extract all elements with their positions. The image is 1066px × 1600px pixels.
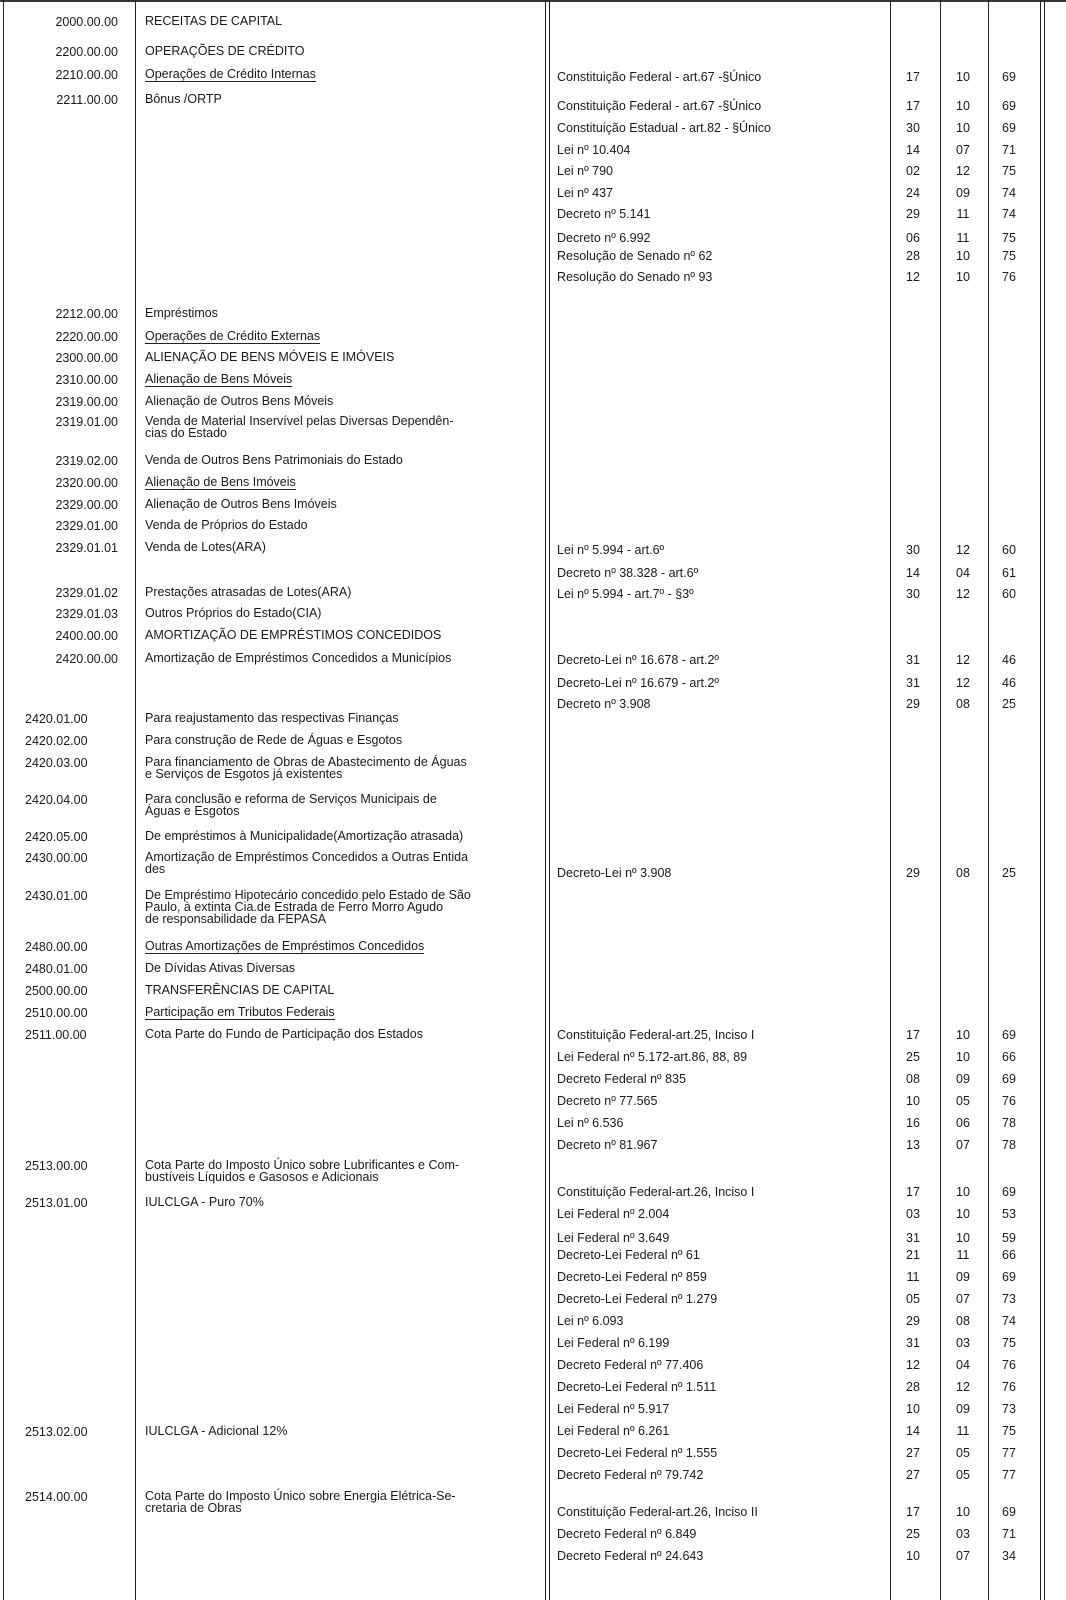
date-year: 25 bbox=[1002, 697, 1016, 711]
account-description bbox=[145, 498, 540, 510]
account-code: 2513.02.00 bbox=[25, 1425, 88, 1439]
date-year: 34 bbox=[1002, 1549, 1016, 1563]
date-year: 78 bbox=[1002, 1138, 1016, 1152]
date-day: 28 bbox=[906, 249, 920, 263]
account-description bbox=[145, 93, 540, 105]
legal-reference: Lei nº 5.994 - art.6º bbox=[557, 543, 665, 557]
date-day: 13 bbox=[906, 1138, 920, 1152]
date-month: 09 bbox=[956, 186, 970, 200]
date-year: 69 bbox=[1002, 70, 1016, 84]
date-day: 30 bbox=[906, 587, 920, 601]
account-description-text: De empréstimos à Municipalidade(Amortização atrasada) bbox=[145, 829, 464, 843]
date-day: 12 bbox=[906, 1358, 920, 1372]
account-description-text: AMORTIZAÇÃO DE EMPRÉSTIMOS CONCEDIDOS bbox=[145, 628, 442, 642]
account-description-text: Venda de Próprios do Estado bbox=[145, 518, 308, 532]
account-code: 2319.00.00 bbox=[55, 395, 118, 409]
date-day: 14 bbox=[906, 143, 920, 157]
date-day: 29 bbox=[906, 1314, 920, 1328]
account-description-text: Outras Amortizações de Empréstimos Concedidos bbox=[145, 939, 425, 953]
date-day: 17 bbox=[906, 1028, 920, 1042]
legal-reference: Lei nº 790 bbox=[557, 164, 613, 178]
date-year: 75 bbox=[1002, 231, 1016, 245]
date-year: 53 bbox=[1002, 1207, 1016, 1221]
account-description bbox=[145, 607, 540, 619]
legal-reference: Decreto Federal nº 835 bbox=[557, 1072, 686, 1086]
account-code: 2211.00.00 bbox=[56, 93, 118, 107]
legal-reference: Constituição Federal-art.26, Inciso I bbox=[557, 1185, 755, 1199]
right-border bbox=[1040, 0, 1041, 1600]
date-year: 73 bbox=[1002, 1292, 1016, 1306]
account-description-text: Para construção de Rede de Águas e Esgotos bbox=[145, 733, 403, 747]
account-description bbox=[145, 984, 540, 996]
date-day: 17 bbox=[906, 1505, 920, 1519]
account-description bbox=[145, 454, 540, 466]
date-year: 69 bbox=[1002, 99, 1016, 113]
account-code: 2212.00.00 bbox=[55, 307, 118, 321]
date-year: 75 bbox=[1002, 164, 1016, 178]
date-month: 10 bbox=[956, 1185, 970, 1199]
legal-reference: Constituição Federal - art.67 -§Único bbox=[557, 99, 762, 113]
date-month: 10 bbox=[956, 270, 970, 284]
account-description bbox=[145, 519, 540, 531]
date-month: 11 bbox=[956, 1248, 970, 1262]
account-description-text: TRANSFERÊNCIAS DE CAPITAL bbox=[145, 983, 335, 997]
account-code: 2210.00.00 bbox=[55, 68, 118, 82]
date-month: 12 bbox=[956, 653, 970, 667]
date-year: 75 bbox=[1002, 249, 1016, 263]
account-description-text: Venda de Outros Bens Patrimoniais do Estado bbox=[145, 453, 403, 467]
date-year: 46 bbox=[1002, 653, 1016, 667]
date-day: 06 bbox=[906, 231, 920, 245]
date-day: 10 bbox=[906, 1549, 920, 1563]
date-day: 14 bbox=[906, 1424, 920, 1438]
account-description-text: De Empréstimo Hipotecário concedido pelo Estado de São Paulo, à extinta Cia.de Estrada de Ferro Morro Agudo de responsabilidade da FEPASA bbox=[145, 888, 471, 926]
account-description-text: Operações de Crédito Internas bbox=[145, 67, 316, 81]
account-description-text: Cota Parte do Imposto Único sobre Energia Elétrica-Se- cretaria de Obras bbox=[145, 1489, 456, 1515]
legal-reference: Lei nº 6.093 bbox=[557, 1314, 624, 1328]
date-month: 07 bbox=[956, 1138, 970, 1152]
account-description bbox=[145, 415, 540, 439]
account-description-text: Venda de Lotes(ARA) bbox=[145, 540, 266, 554]
account-code: 2513.00.00 bbox=[25, 1159, 88, 1173]
account-code: 2430.01.00 bbox=[25, 889, 88, 903]
account-description-text: OPERAÇÕES DE CRÉDITO bbox=[145, 44, 305, 58]
account-description-text: Outros Próprios do Estado(CIA) bbox=[145, 606, 322, 620]
account-description-text: Amortização de Empréstimos Concedidos a Outras Entida des bbox=[145, 850, 469, 876]
account-description bbox=[145, 652, 540, 664]
legal-reference: Constituição Federal-art.26, Inciso II bbox=[557, 1505, 758, 1519]
account-code: 2420.02.00 bbox=[25, 734, 88, 748]
date-day: 08 bbox=[906, 1072, 920, 1086]
account-description bbox=[145, 373, 540, 385]
date-year: 69 bbox=[1002, 1028, 1016, 1042]
date-month: 10 bbox=[956, 1050, 970, 1064]
legal-reference: Decreto nº 38.328 - art.6º bbox=[557, 566, 699, 580]
date-day: 29 bbox=[906, 207, 920, 221]
date-year: 71 bbox=[1002, 143, 1016, 157]
date-day: 14 bbox=[906, 566, 920, 580]
date-day: 25 bbox=[906, 1527, 920, 1541]
account-description-text: IULCLGA - Puro 70% bbox=[145, 1195, 264, 1209]
right-border-double bbox=[1044, 0, 1045, 1600]
legal-reference: Decreto-Lei Federal nº 1.279 bbox=[557, 1292, 718, 1306]
date-year: 69 bbox=[1002, 1185, 1016, 1199]
date-day: 17 bbox=[906, 99, 920, 113]
date-month: 08 bbox=[956, 1314, 970, 1328]
date-month: 09 bbox=[956, 1072, 970, 1086]
legal-reference: Decreto nº 81.967 bbox=[557, 1138, 658, 1152]
account-code: 2329.01.00 bbox=[55, 519, 118, 533]
account-code: 2310.00.00 bbox=[55, 373, 118, 387]
legal-reference: Lei Federal nº 3.649 bbox=[557, 1231, 670, 1245]
date-year: 66 bbox=[1002, 1248, 1016, 1262]
account-description-text: Alienação de Outros Bens Imóveis bbox=[145, 497, 337, 511]
date-day: 21 bbox=[906, 1248, 920, 1262]
legal-reference: Constituição Federal - art.67 -§Único bbox=[557, 70, 762, 84]
legal-reference: Constituição Federal-art.25, Inciso I bbox=[557, 1028, 755, 1042]
date-month: 10 bbox=[956, 121, 970, 135]
date-month: 03 bbox=[956, 1336, 970, 1350]
account-description bbox=[145, 307, 540, 319]
account-description bbox=[145, 1006, 540, 1018]
account-code: 2320.00.00 bbox=[55, 476, 118, 490]
date-month: 12 bbox=[956, 164, 970, 178]
date-month: 10 bbox=[956, 99, 970, 113]
date-day: 30 bbox=[906, 121, 920, 135]
date-month: 12 bbox=[956, 543, 970, 557]
account-code: 2510.00.00 bbox=[25, 1006, 88, 1020]
account-description bbox=[145, 793, 540, 817]
account-description-text: ALIENAÇÃO DE BENS MÓVEIS E IMÓVEIS bbox=[145, 350, 395, 364]
account-description-text: De Dívidas Ativas Diversas bbox=[145, 961, 296, 975]
date-year: 46 bbox=[1002, 676, 1016, 690]
account-description bbox=[145, 1425, 540, 1437]
account-description-text: Alienação de Outros Bens Móveis bbox=[145, 394, 334, 408]
legal-reference: Lei nº 6.536 bbox=[557, 1116, 624, 1130]
date-day: 27 bbox=[906, 1446, 920, 1460]
account-code: 2514.00.00 bbox=[25, 1490, 88, 1504]
legal-reference: Lei nº 10.404 bbox=[557, 143, 631, 157]
date-year: 69 bbox=[1002, 1072, 1016, 1086]
date-month: 05 bbox=[956, 1446, 970, 1460]
legal-reference: Decreto-Lei Federal nº 859 bbox=[557, 1270, 707, 1284]
date-year: 69 bbox=[1002, 121, 1016, 135]
date-month: 11 bbox=[956, 207, 970, 221]
date-month: 06 bbox=[956, 1116, 970, 1130]
legal-reference: Decreto nº 3.908 bbox=[557, 697, 651, 711]
date-year: 74 bbox=[1002, 207, 1016, 221]
account-description-text: Cota Parte do Fundo de Participação dos Estados bbox=[145, 1027, 423, 1041]
date-year: 59 bbox=[1002, 1231, 1016, 1245]
account-description bbox=[145, 15, 540, 27]
account-description bbox=[145, 830, 540, 842]
account-description-text: RECEITAS DE CAPITAL bbox=[145, 14, 283, 28]
account-description bbox=[145, 1196, 540, 1208]
date-month: 12 bbox=[956, 676, 970, 690]
legal-reference: Decreto-Lei nº 16.678 - art.2º bbox=[557, 653, 719, 667]
legal-reference: Resolução do Senado nº 93 bbox=[557, 270, 713, 284]
date-day: 28 bbox=[906, 1380, 920, 1394]
date-year: 74 bbox=[1002, 186, 1016, 200]
date-year: 78 bbox=[1002, 1116, 1016, 1130]
date-year: 73 bbox=[1002, 1402, 1016, 1416]
date-year: 77 bbox=[1002, 1446, 1016, 1460]
account-code: 2420.03.00 bbox=[25, 756, 88, 770]
date-month: 07 bbox=[956, 1549, 970, 1563]
account-description-text: Alienação de Bens Móveis bbox=[145, 372, 293, 386]
account-code: 2319.02.00 bbox=[55, 454, 118, 468]
date-month: 09 bbox=[956, 1402, 970, 1416]
date-day: 31 bbox=[906, 1336, 920, 1350]
account-description bbox=[145, 351, 540, 363]
legal-reference: Decreto Federal nº 24.643 bbox=[557, 1549, 704, 1563]
account-description-text: Operações de Crédito Externas bbox=[145, 329, 321, 343]
date-day: 17 bbox=[906, 1185, 920, 1199]
date-year: 76 bbox=[1002, 270, 1016, 284]
account-description bbox=[145, 889, 540, 925]
date-year: 25 bbox=[1002, 866, 1016, 880]
date-year: 71 bbox=[1002, 1527, 1016, 1541]
left-border bbox=[3, 0, 4, 1600]
legal-reference: Lei Federal nº 5.917 bbox=[557, 1402, 670, 1416]
date-month: 12 bbox=[956, 1380, 970, 1394]
account-description-text: Alienação de Bens Imóveis bbox=[145, 475, 296, 489]
account-code: 2430.00.00 bbox=[25, 851, 88, 865]
date-month: 11 bbox=[956, 1424, 970, 1438]
legal-reference: Decreto Federal nº 6.849 bbox=[557, 1527, 697, 1541]
date-month: 04 bbox=[956, 566, 970, 580]
date-day: 29 bbox=[906, 866, 920, 880]
account-code: 2329.01.03 bbox=[55, 607, 118, 621]
account-description-text: Participação em Tributos Federais bbox=[145, 1005, 335, 1019]
account-code: 2329.01.01 bbox=[55, 541, 118, 555]
account-description bbox=[145, 712, 540, 724]
date-day: 17 bbox=[906, 70, 920, 84]
account-code: 2420.00.00 bbox=[55, 652, 118, 666]
date-day: 10 bbox=[906, 1402, 920, 1416]
date-month: 10 bbox=[956, 1231, 970, 1245]
account-description bbox=[145, 395, 540, 407]
account-description bbox=[145, 756, 540, 780]
date-year: 60 bbox=[1002, 587, 1016, 601]
legal-reference: Decreto-Lei Federal nº 61 bbox=[557, 1248, 700, 1262]
date-year: 60 bbox=[1002, 543, 1016, 557]
date-year: 76 bbox=[1002, 1380, 1016, 1394]
account-code: 2511.00.00 bbox=[25, 1028, 87, 1042]
date-year: 76 bbox=[1002, 1358, 1016, 1372]
date-year: 75 bbox=[1002, 1424, 1016, 1438]
date-month: 10 bbox=[956, 1505, 970, 1519]
account-description-text: Bônus /ORTP bbox=[145, 92, 222, 106]
account-code: 2513.01.00 bbox=[25, 1196, 88, 1210]
account-description-text: Cota Parte do Imposto Único sobre Lubrificantes e Com- bustíveis Líquidos e Gasosos e Adicionais bbox=[145, 1158, 460, 1184]
date-month: 12 bbox=[956, 587, 970, 601]
account-description bbox=[145, 586, 540, 598]
account-description bbox=[145, 940, 540, 952]
account-code: 2500.00.00 bbox=[25, 984, 88, 998]
date-year: 74 bbox=[1002, 1314, 1016, 1328]
account-description-text: Venda de Material Inservível pelas Diversas Dependên- cias do Estado bbox=[145, 414, 454, 440]
date-year: 69 bbox=[1002, 1270, 1016, 1284]
legal-reference: Lei Federal nº 2.004 bbox=[557, 1207, 670, 1221]
legal-reference: Decreto nº 6.992 bbox=[557, 231, 651, 245]
date-day: 31 bbox=[906, 653, 920, 667]
date-day: 31 bbox=[906, 676, 920, 690]
date-year: 66 bbox=[1002, 1050, 1016, 1064]
account-code: 2480.01.00 bbox=[25, 962, 88, 976]
account-description bbox=[145, 330, 540, 342]
date-year: 69 bbox=[1002, 1505, 1016, 1519]
date-year: 77 bbox=[1002, 1468, 1016, 1482]
legal-reference: Lei nº 437 bbox=[557, 186, 613, 200]
date-day: 25 bbox=[906, 1050, 920, 1064]
column-divider-code bbox=[135, 0, 136, 1600]
account-description-text: Para reajustamento das respectivas Finanças bbox=[145, 711, 399, 725]
date-day: 24 bbox=[906, 186, 920, 200]
date-day: 30 bbox=[906, 543, 920, 557]
legal-reference: Decreto-Lei nº 3.908 bbox=[557, 866, 672, 880]
date-month: 10 bbox=[956, 1207, 970, 1221]
legal-reference: Lei Federal nº 6.261 bbox=[557, 1424, 670, 1438]
date-day: 03 bbox=[906, 1207, 920, 1221]
date-month: 10 bbox=[956, 70, 970, 84]
legal-reference: Decreto-Lei Federal nº 1.511 bbox=[557, 1380, 717, 1394]
account-code: 2329.01.02 bbox=[55, 586, 118, 600]
date-month: 08 bbox=[956, 697, 970, 711]
column-divider-law-double bbox=[549, 0, 550, 1600]
date-month: 10 bbox=[956, 1028, 970, 1042]
account-description bbox=[145, 68, 540, 80]
account-description-text: IULCLGA - Adicional 12% bbox=[145, 1424, 288, 1438]
account-code: 2329.00.00 bbox=[55, 498, 118, 512]
account-description-text: Prestações atrasadas de Lotes(ARA) bbox=[145, 585, 352, 599]
date-year: 76 bbox=[1002, 1094, 1016, 1108]
date-day: 27 bbox=[906, 1468, 920, 1482]
account-code: 2300.00.00 bbox=[55, 351, 118, 365]
account-description bbox=[145, 629, 540, 641]
date-day: 11 bbox=[906, 1270, 920, 1284]
date-month: 04 bbox=[956, 1358, 970, 1372]
account-code: 2480.00.00 bbox=[25, 940, 88, 954]
account-description bbox=[145, 1490, 540, 1514]
column-divider-year bbox=[988, 0, 989, 1600]
account-description-text: Amortização de Empréstimos Concedidos a Municípios bbox=[145, 651, 452, 665]
date-day: 31 bbox=[906, 1231, 920, 1245]
account-code: 2420.04.00 bbox=[25, 793, 88, 807]
account-description bbox=[145, 851, 540, 875]
account-description bbox=[145, 734, 540, 746]
account-description bbox=[145, 541, 540, 553]
legal-reference: Constituição Estadual - art.82 - §Único bbox=[557, 121, 771, 135]
date-month: 07 bbox=[956, 1292, 970, 1306]
date-year: 61 bbox=[1002, 566, 1016, 580]
legal-reference: Decreto Federal nº 77.406 bbox=[557, 1358, 704, 1372]
legal-reference: Lei nº 5.994 - art.7º - §3º bbox=[557, 587, 694, 601]
account-description-text: Para conclusão e reforma de Serviços Municipais de Águas e Esgotos bbox=[145, 792, 437, 818]
legal-reference: Decreto-Lei nº 16.679 - art.2º bbox=[557, 676, 719, 690]
date-month: 05 bbox=[956, 1468, 970, 1482]
account-code: 2000.00.00 bbox=[55, 15, 118, 29]
date-month: 11 bbox=[956, 231, 970, 245]
account-description bbox=[145, 1028, 540, 1040]
date-year: 75 bbox=[1002, 1336, 1016, 1350]
account-code: 2420.05.00 bbox=[25, 830, 88, 844]
legal-reference: Decreto nº 5.141 bbox=[557, 207, 651, 221]
date-day: 05 bbox=[906, 1292, 920, 1306]
account-code: 2200.00.00 bbox=[55, 45, 118, 59]
account-code: 2319.01.00 bbox=[55, 415, 118, 429]
account-description bbox=[145, 476, 540, 488]
account-code: 2400.00.00 bbox=[55, 629, 118, 643]
date-month: 03 bbox=[956, 1527, 970, 1541]
account-code: 2220.00.00 bbox=[55, 330, 118, 344]
account-description bbox=[145, 45, 540, 57]
column-divider-law bbox=[545, 0, 546, 1600]
date-day: 29 bbox=[906, 697, 920, 711]
date-day: 12 bbox=[906, 270, 920, 284]
legal-reference: Resolução de Senado nº 62 bbox=[557, 249, 713, 263]
column-divider-day bbox=[890, 0, 891, 1600]
account-description-text: Para financiamento de Obras de Abastecimento de Águas e Serviços de Esgotos já existentes bbox=[145, 755, 467, 781]
legal-reference: Decreto nº 77.565 bbox=[557, 1094, 658, 1108]
account-description-text: Empréstimos bbox=[145, 306, 218, 320]
account-description bbox=[145, 1159, 540, 1183]
top-border bbox=[0, 0, 1066, 2]
legal-reference: Lei Federal nº 6.199 bbox=[557, 1336, 670, 1350]
legal-reference: Decreto Federal nº 79.742 bbox=[557, 1468, 704, 1482]
date-day: 10 bbox=[906, 1094, 920, 1108]
date-day: 16 bbox=[906, 1116, 920, 1130]
date-month: 10 bbox=[956, 249, 970, 263]
column-divider-month bbox=[940, 0, 941, 1600]
date-month: 05 bbox=[956, 1094, 970, 1108]
legal-reference: Lei Federal nº 5.172-art.86, 88, 89 bbox=[557, 1050, 748, 1064]
date-month: 07 bbox=[956, 143, 970, 157]
account-code: 2420.01.00 bbox=[25, 712, 88, 726]
account-description bbox=[145, 962, 540, 974]
legal-reference: Decreto-Lei Federal nº 1.555 bbox=[557, 1446, 718, 1460]
date-day: 02 bbox=[906, 164, 920, 178]
date-month: 09 bbox=[956, 1270, 970, 1284]
date-month: 08 bbox=[956, 866, 970, 880]
